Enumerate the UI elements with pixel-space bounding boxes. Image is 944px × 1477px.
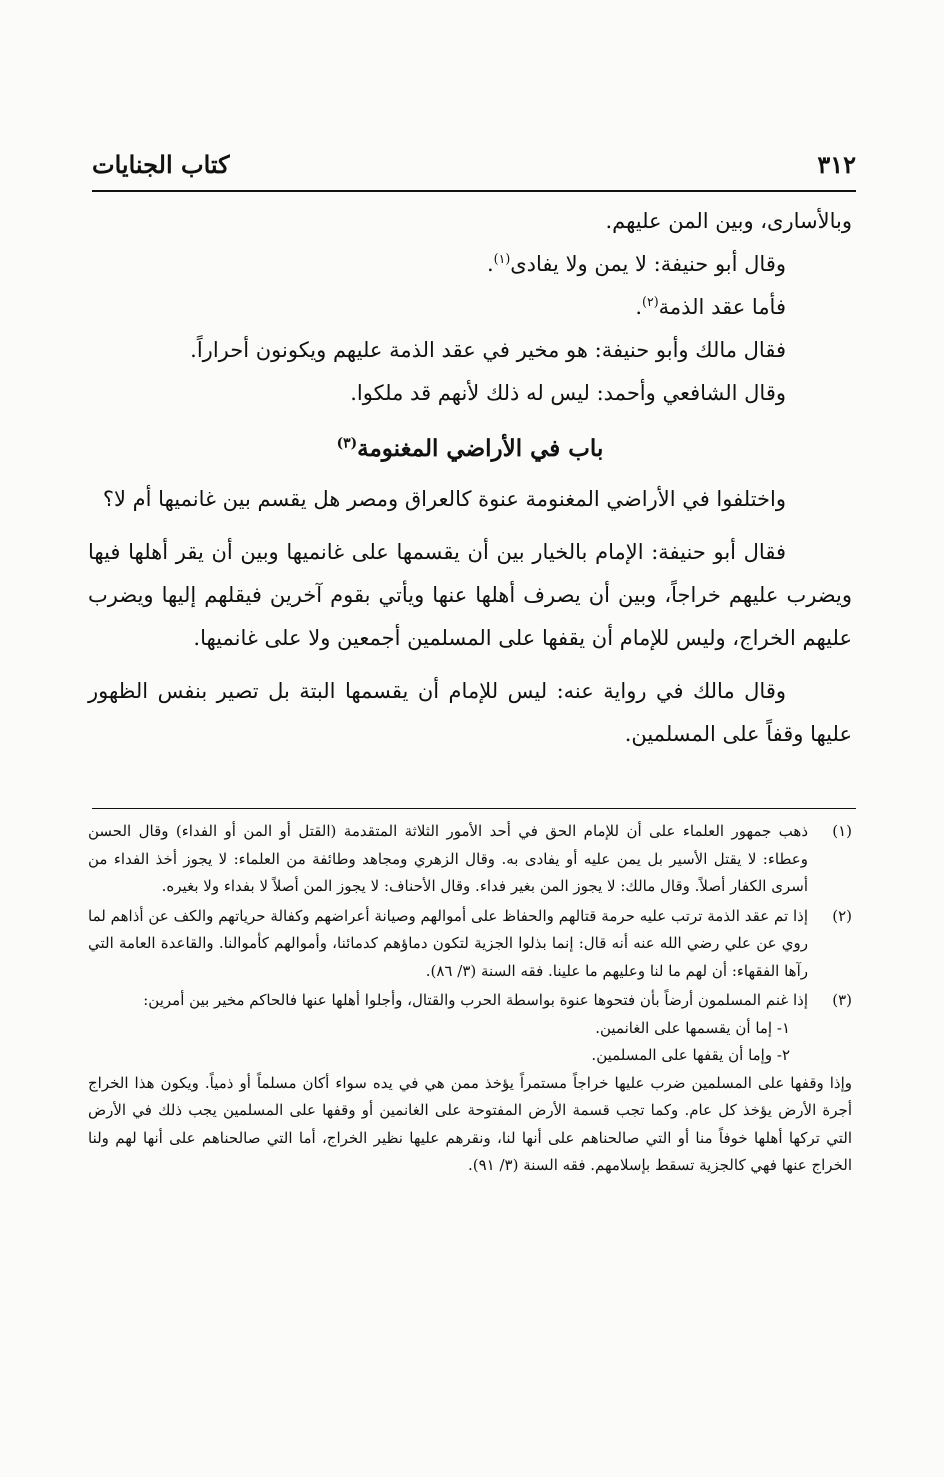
page-header — [92, 148, 856, 192]
footnote-number: (٢) — [832, 906, 852, 925]
footnote-ref-1: (١) — [493, 251, 511, 266]
footnote-text: إذا تم عقد الذمة ترتب عليه حرمة قتالهم والحفاظ على أموالهم وصيانة أعراضهم وكفالة حرياتهم والكف عن أذاهم لما روي عن علي رضي الله عنه أنه قال: إنما بذلوا الجزية لتكون دماؤهم كدمائنا، وأموالهم كأموالنا. والقاعدة العامة التي رآها الفقهاء: أن لهم ما لنا وعليهم ما علينا. فقه السنة (٣/ ٨٦). — [88, 906, 808, 980]
footnote-1 — [88, 818, 852, 901]
footnote-ref-3: (٣) — [336, 435, 358, 452]
footnote-3 — [88, 987, 852, 1180]
main-text — [88, 200, 852, 756]
paragraph-1: وبالأسارى، وبين المن عليهم. — [605, 209, 852, 233]
paragraph-6: واختلفوا في الأراضي المغنومة عنوة كالعراق ومصر هل يقسم بين غانميها أم لا؟ — [102, 487, 786, 511]
paragraph-3: فأما عقد الذمة$^{(٢)}$. — [635, 294, 786, 319]
footnote-2 — [88, 903, 852, 986]
paragraph-2-text: وقال أبو حنيفة: لا يمن ولا يفادى — [510, 252, 786, 276]
book-title: كتاب الجنايات — [92, 150, 230, 179]
paragraph-8: وقال مالك في رواية عنه: ليس للإمام أن يقسمها البتة بل تصير بنفس الظهور عليها وقفاً على المسلمين. — [88, 679, 852, 746]
footnote-list-item: ١- إما أن يقسمها على الغانمين. — [595, 1018, 790, 1037]
paragraph-5: وقال الشافعي وأحمد: ليس له ذلك لأنهم قد ملكوا. — [350, 381, 786, 405]
section-title — [88, 427, 852, 470]
paragraph-3-text: فأما عقد الذمة — [658, 295, 786, 319]
footnote-number: (٣) — [832, 991, 852, 1009]
footnote-separator — [92, 808, 856, 809]
section-title-text: باب في الأراضي المغنومة — [357, 435, 604, 462]
paragraph-4: فقال مالك وأبو حنيفة: هو مخير في عقد الذمة عليهم ويكونون أحراراً. — [190, 338, 786, 362]
paragraph-2: وقال أبو حنيفة: لا يمن ولا يفادى$^{(١)}$. — [486, 251, 786, 276]
footnote-text: وإذا وقفها على المسلمين ضرب عليها خراجاً مستمراً يؤخذ ممن هي في يده سواء أكان مسلماً أو ذمياً. ويكون هذا الخراج أجرة الأرض يؤخذ كل عام. وكما تجب قسمة الأرض المفتوحة على الغانمين أو وقفها على المسلمين يجب ذلك في الأرض التي تركها أهلها خوفاً منا أو التي صالحناهم على أنها لنا، ونقرهم عليها نظير الخراج، أما التي صالحناهم على أنها لهم ولنا الخراج عنها فهي كالجزية تسقط بإسلامهم. فقه السنة (٣/ ٩١). — [88, 1073, 852, 1174]
page-number: ٣١٢ — [817, 150, 856, 179]
footnote-text: إذا غنم المسلمون أرضاً بأن فتحوها عنوة بواسطة الحرب والقتال، وأجلوا أهلها عنها فالحاكم مخير بين أمرين: — [143, 991, 808, 1009]
footnote-ref-2: (٢) — [642, 294, 659, 309]
footnote-number: (١) — [832, 822, 852, 840]
paragraph-7: فقال أبو حنيفة: الإمام بالخيار بين أن يقسمها على غانميها وبين أن يقر أهلها فيها ويضرب عليهم خراجاً، وبين أن يصرف أهلها عنها ويأتي بقوم آخرين فيقلهم إليها ويضرب عليهم الخراج، وليس للإمام أن يقفها على المسلمين أجمعين ولا على غانميها. — [88, 540, 852, 650]
footnote-text: ذهب جمهور العلماء على أن للإمام الحق في أحد الأمور الثلاثة المتقدمة (القتل أو المن أو الفداء) وقال الحسن وعطاء: لا يقتل الأسير بل يمن عليه أو يفادى به. وقال الزهري ومجاهد وطائفة من العلماء: لا يجوز أخذ الفداء من أسرى الكفار أصلاً. وقال مالك: لا يجوز المن بغير فداء. وقال الأحناف: لا يجوز المن أصلاً لا بفداء ولا بغيره. — [88, 822, 808, 895]
footnotes — [88, 818, 852, 1182]
footnote-list-item: ٢- وإما أن يقفها على المسلمين. — [591, 1046, 790, 1064]
